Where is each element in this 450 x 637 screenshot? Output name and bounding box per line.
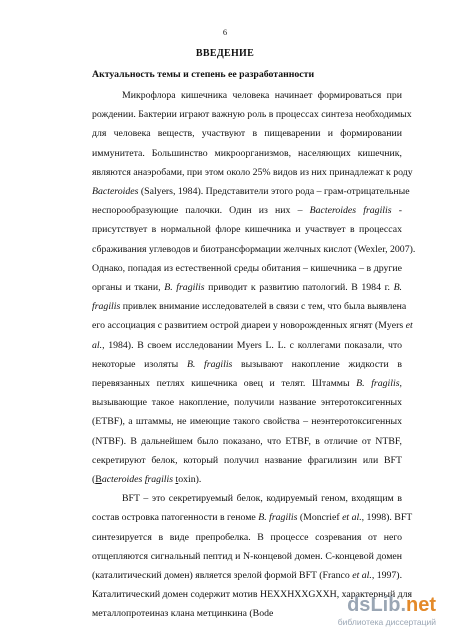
text-line	[92, 340, 402, 352]
text-line	[92, 359, 402, 371]
text-line	[92, 148, 402, 160]
watermark-logo-net: net	[406, 594, 436, 616]
text-segment: вызывают накопление жидкости в	[232, 358, 402, 370]
text-segment: являются анаэробами, при этом около 25% видов из них принадлежат к роду	[92, 166, 413, 178]
text-segment: Bacteroides	[92, 186, 139, 197]
watermark-logo-ds: ds	[347, 594, 371, 616]
text-segment: Bacteroides fragilis	[309, 205, 392, 217]
text-segment: (каталитический домен) является зрелой формой BFT (Franco	[92, 570, 353, 581]
text-segment: B. fragilis	[164, 282, 205, 293]
text-segment: (Moncrief	[297, 512, 343, 524]
watermark-logo	[338, 595, 436, 615]
text-segment: , 1984). В своем исследовании Myers L. L. с коллегами показали, что	[102, 339, 402, 351]
text-line	[92, 397, 402, 409]
text-line	[122, 493, 402, 505]
text-line	[92, 224, 402, 236]
text-segment: B	[95, 474, 102, 485]
section-subheading: Актуальность темы и степень ее разработанности	[92, 69, 315, 80]
text-segment: acteroides	[101, 474, 145, 485]
text-segment: присутствует в нормальной флоре кишечника и участвует в процессах	[92, 224, 402, 236]
text-segment: Однако, попадая из естественной среды обитания – кишечника – в другие	[92, 262, 402, 274]
text-segment: для человека веществ, участвуют в пищеварении и формировании	[92, 128, 402, 140]
text-segment: , 1997).	[371, 570, 403, 581]
text-segment: et al.	[342, 512, 362, 524]
text-line	[92, 243, 416, 256]
text-segment: отщепляются сигнальный пептид и N-концевой домен. С-концевой домен	[92, 550, 402, 562]
watermark-subtitle: библиотека диссертаций	[337, 617, 436, 627]
text-line	[92, 166, 413, 179]
text-line	[92, 378, 402, 390]
section-heading: ВВЕДЕНИЕ	[195, 48, 255, 59]
page-number: 6	[222, 27, 228, 37]
text-line	[92, 263, 402, 275]
text-line	[92, 282, 402, 294]
text-segment: (NTBF). В дальнейшем было показано, что ETBF, в отличие от NTBF,	[92, 435, 402, 447]
text-line	[92, 416, 402, 428]
watermark-logo-dot: .	[400, 594, 406, 616]
text-segment: B. fragilis	[186, 358, 233, 370]
text-segment: fragilis	[92, 301, 121, 313]
text-segment: (	[92, 474, 96, 485]
text-segment: некоторые изоляты	[92, 358, 187, 370]
text-line	[92, 205, 402, 217]
text-line	[92, 551, 402, 563]
text-line	[92, 301, 407, 313]
text-segment: t	[175, 474, 179, 485]
text-segment: Микрофлора кишечника человека начинает формироваться при	[122, 90, 402, 101]
text-segment: Каталитический домен содержит мотив HEXXHXXGXXH, характерный для	[92, 589, 413, 601]
text-segment: металлопротеиназ клана метцинкина (Bode	[92, 608, 274, 620]
text-segment: секретируют белок, который получил название фрагилизин или BFT	[92, 454, 402, 466]
text-line	[92, 436, 402, 448]
text-line	[92, 570, 402, 582]
text-segment: B. fragilis	[258, 512, 298, 524]
text-segment: -	[391, 205, 402, 217]
text-segment: вызывающие такое накопление, получили название энтеротоксигенных	[92, 397, 402, 409]
text-segment: его ассоциация с развитием острой диареи у новорожденных ягнят (Myers	[92, 320, 406, 332]
text-segment: привлек внимание исследователей в связи с тем, что была выявлена	[120, 301, 407, 313]
text-segment: B. fragilis,	[356, 378, 402, 389]
text-segment: B.	[393, 282, 402, 293]
text-segment: органы и ткани,	[92, 282, 165, 293]
text-segment: , 1998). BFT	[361, 512, 413, 524]
text-line	[92, 186, 410, 198]
text-segment: al.	[92, 339, 103, 351]
text-line	[92, 532, 402, 544]
text-segment: рождении. Бактерии играют важную роль в процессах синтеза необходимых	[92, 109, 412, 121]
text-segment: et al.	[352, 570, 372, 581]
text-segment: синтезируется в виде препробелка. В процессе созревания от него	[92, 531, 402, 543]
dslib-watermark	[338, 595, 436, 627]
text-line	[92, 474, 402, 486]
text-segment: (ETBF), а штаммы, не имеющие такого свойства – неэнтеротоксигенных	[92, 416, 402, 428]
text-segment: et	[405, 320, 413, 332]
text-segment: состав островка патогенности в геноме	[92, 512, 259, 524]
text-segment: ragilis	[147, 474, 176, 485]
watermark-logo-lib: Lib	[370, 594, 401, 616]
text-segment: BFT – это секретируемый белок, кодируемый геном, входящим в	[122, 493, 402, 505]
text-segment: неспорообразующие палочки. Один из них –	[92, 205, 310, 217]
text-line	[92, 109, 412, 121]
text-line	[122, 90, 402, 102]
text-line	[92, 128, 402, 140]
text-segment: oxin).	[178, 474, 202, 485]
text-segment: перевязанных петлях кишечника овец и телят. Штаммы	[92, 378, 357, 389]
text-segment: сбраживания углеводов и биотрансформации желчных кислот (Wexler, 2007).	[92, 243, 416, 255]
text-segment: иммунитета. Большинство микроорганизмов, населяющих кишечник,	[92, 147, 402, 159]
text-segment: приводит к развитию патологий. В 1984 г.	[204, 282, 394, 293]
text-segment: (Salyers, 1984). Представители этого рода – грам-отрицательные	[138, 186, 410, 197]
text-segment: f	[144, 474, 148, 485]
text-line	[92, 512, 413, 524]
text-line	[92, 320, 413, 332]
text-line	[92, 455, 402, 467]
